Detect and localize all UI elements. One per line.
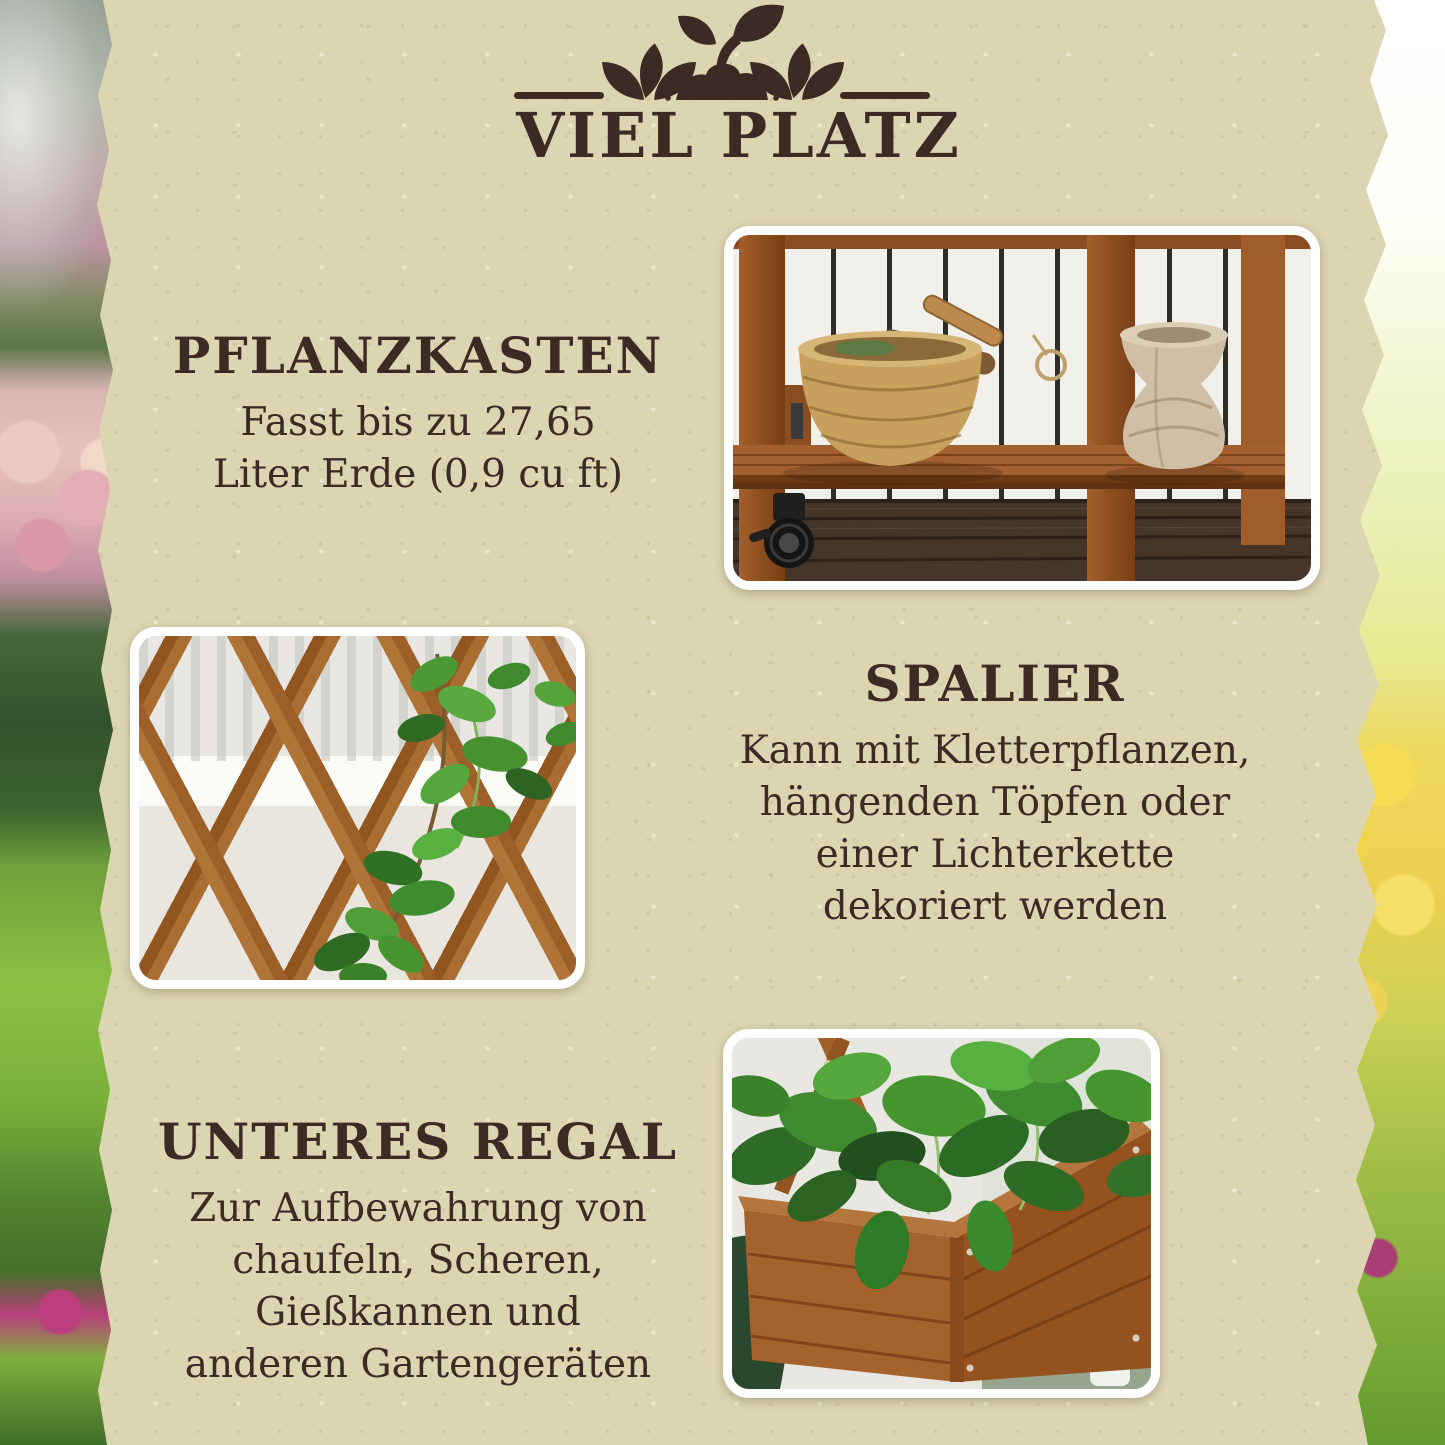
unteres-regal-photo xyxy=(723,1029,1160,1398)
section-body-line: anderen Gartengeräten xyxy=(184,1342,652,1387)
right-post xyxy=(1087,235,1135,581)
section-body-line: chaufeln, Scheren, xyxy=(232,1238,604,1283)
section-body-line: Gießkannen und xyxy=(255,1290,581,1335)
sprout-and-leaves-icon xyxy=(512,4,932,108)
deck-floor xyxy=(733,499,1311,581)
section-unteres-regal xyxy=(118,1114,718,1391)
pflanzkasten-photo xyxy=(724,226,1320,590)
ivy-leaves xyxy=(139,636,576,980)
hinge xyxy=(791,403,803,439)
section-heading: UNTERES REGAL xyxy=(157,1112,679,1171)
section-heading: SPALIER xyxy=(864,654,1126,713)
divider-line-left-icon xyxy=(514,92,604,99)
section-spalier xyxy=(630,656,1360,933)
section-pflanzkasten xyxy=(118,328,718,501)
section-heading: PFLANZKASTEN xyxy=(172,326,664,385)
top-rail xyxy=(733,235,1311,249)
section-body-line: Fasst bis zu 27,65 xyxy=(240,400,596,445)
shelf-photo-illustration xyxy=(733,235,1311,581)
spalier-photo xyxy=(130,627,585,989)
section-body-line: Zur Aufbewahrung von xyxy=(189,1186,647,1231)
ivy-leaf-cluster xyxy=(308,649,576,980)
section-body-line: einer Lichterkette xyxy=(815,832,1175,877)
page-title: VIEL PLATZ xyxy=(516,99,962,172)
section-body-line: Liter Erde (0,9 cu ft) xyxy=(212,452,624,497)
section-body-line: dekoriert werden xyxy=(822,884,1168,929)
section-body-line: hängenden Töpfen oder xyxy=(759,780,1231,825)
far-right-post xyxy=(1241,235,1285,545)
section-body-line: Kann mit Kletterpflanzen, xyxy=(739,728,1251,773)
planter-photo-illustration xyxy=(732,1038,1151,1389)
divider-line-right-icon xyxy=(840,92,930,99)
